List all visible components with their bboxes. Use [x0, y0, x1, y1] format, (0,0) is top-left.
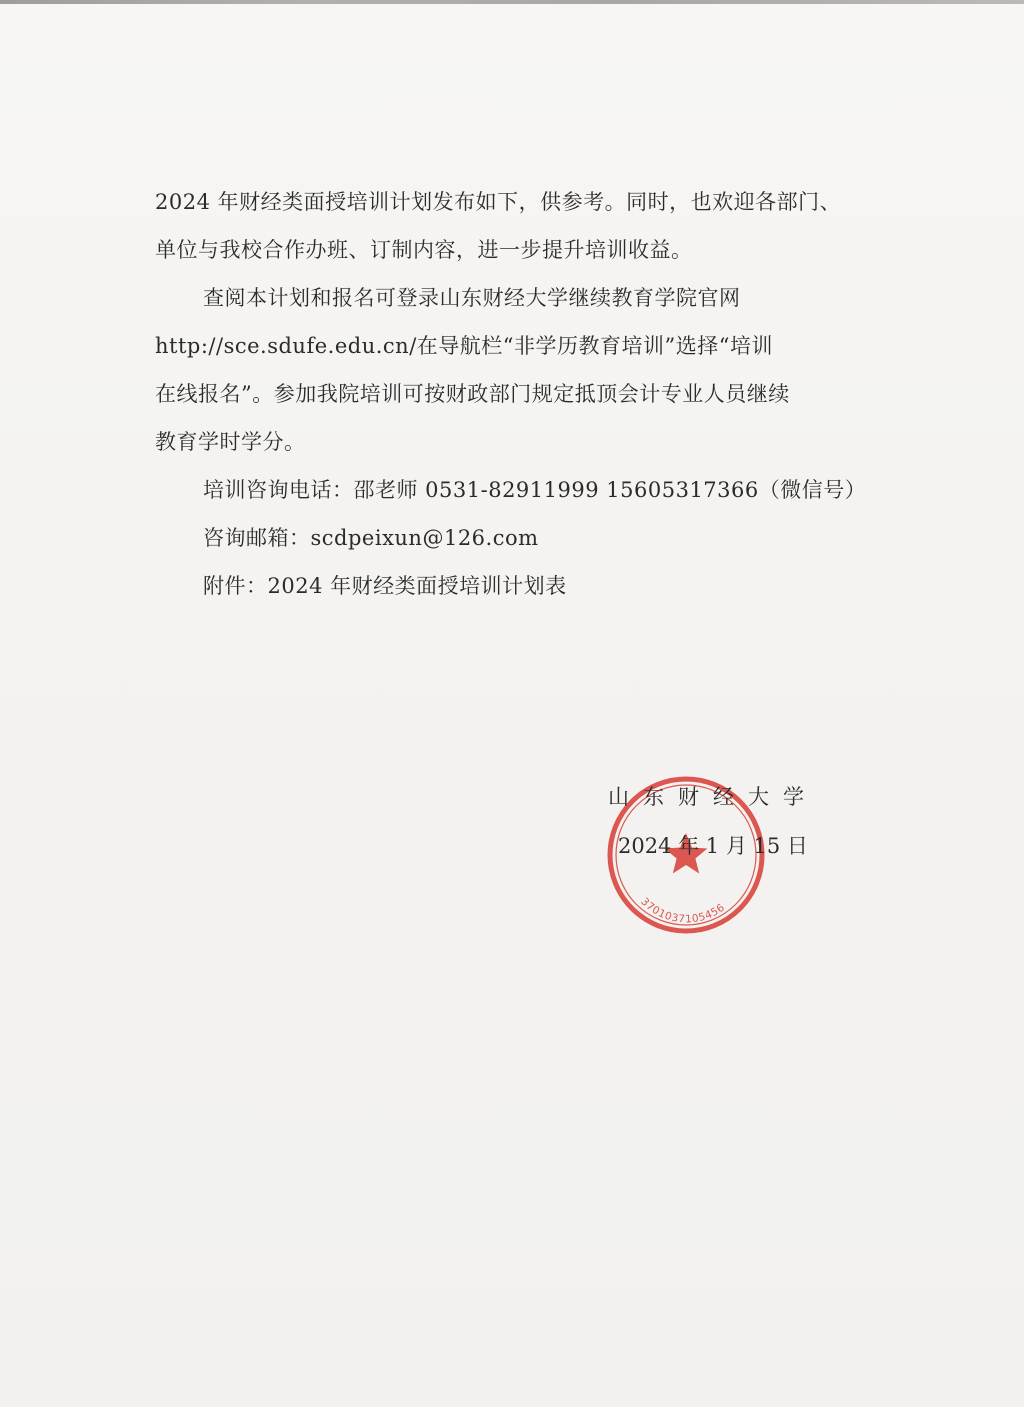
contact-phone: 培训咨询电话：邵老师 0531-82911999 15605317366（微信号）: [203, 478, 867, 502]
attachment-note: 附件：2024 年财经类面授培训计划表: [203, 574, 567, 598]
signature-date: 2024 年 1 月 15 日: [618, 834, 808, 858]
paragraph-line: 查阅本计划和报名可登录山东财经大学继续教育学院官网: [203, 286, 741, 310]
paragraph-line: 在线报名”。参加我院培训可按财政部门规定抵顶会计专业人员继续: [155, 382, 790, 406]
signature-block: [600, 775, 920, 975]
paragraph-line: http://sce.sdufe.edu.cn/在导航栏“非学历教育培训”选择“培训: [155, 334, 773, 358]
paragraph-line: 2024 年财经类面授培训计划发布如下，供参考。同时，也欢迎各部门、: [155, 190, 842, 214]
seal-code-path: 3701037105456: [638, 895, 728, 926]
paragraph-line: 教育学时学分。: [155, 430, 306, 454]
organization-name: 山东财经大学: [608, 785, 818, 809]
contact-email: 咨询邮箱：scdpeixun@126.com: [203, 526, 539, 550]
paragraph-line: 单位与我校合作办班、订制内容，进一步提升培训收益。: [155, 238, 693, 262]
document-body: [155, 178, 875, 610]
